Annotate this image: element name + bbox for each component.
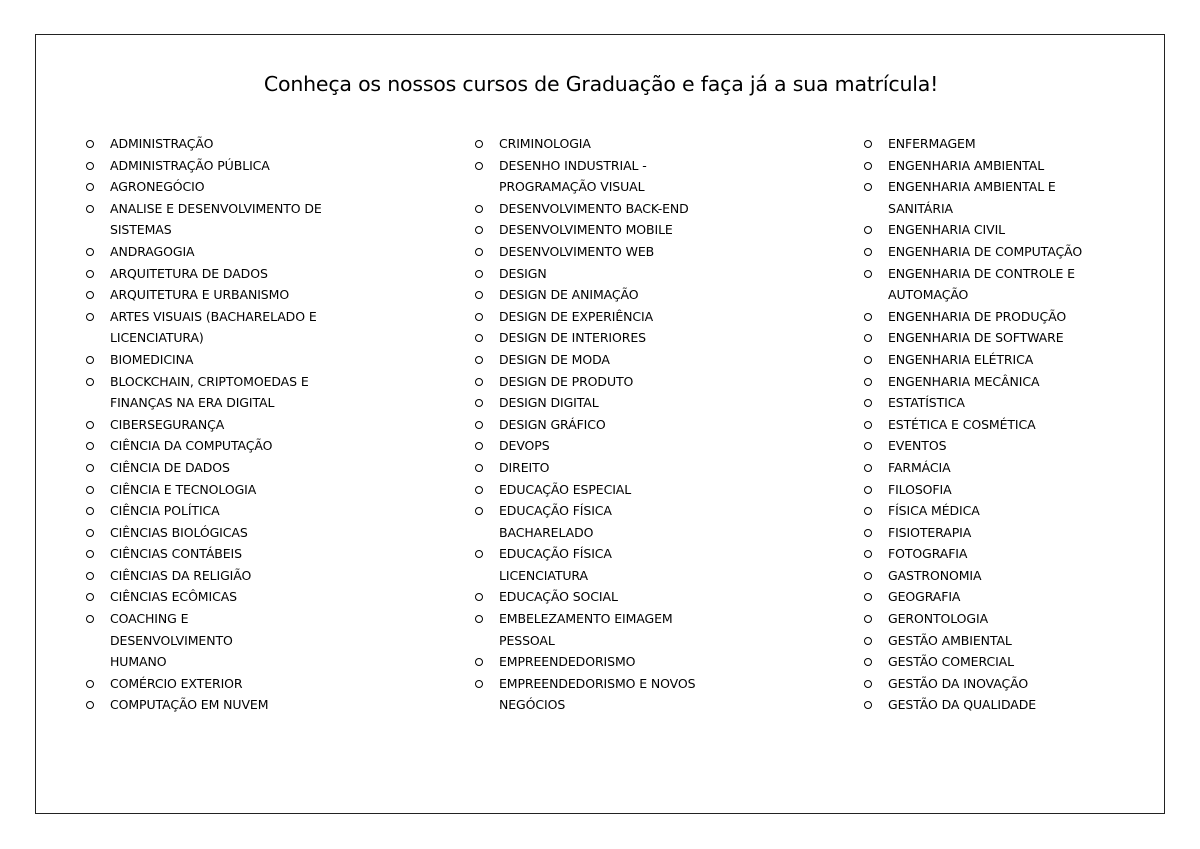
course-list-item <box>86 586 426 608</box>
hollow-circle-bullet-icon <box>475 658 483 666</box>
course-name: ESTATÍSTICA <box>888 395 965 411</box>
course-list-item <box>86 155 426 177</box>
hollow-circle-bullet-icon <box>86 313 94 321</box>
course-list-item <box>86 263 426 285</box>
course-list-item <box>475 284 805 306</box>
course-name: CIÊNCIAS ECÔMICAS <box>110 589 237 605</box>
course-name: COMPUTAÇÃO EM NUVEM <box>110 697 269 713</box>
course-name: BLOCKCHAIN, CRIPTOMOEDAS E FINANÇAS NA ERA DIGITAL <box>110 373 309 411</box>
course-list-item <box>864 457 1164 479</box>
hollow-circle-bullet-icon <box>864 507 872 515</box>
course-list-item <box>475 651 805 673</box>
page-title: Conheça os nossos cursos de Graduação e faça já a sua matrícula! <box>263 72 939 96</box>
hollow-circle-bullet-icon <box>86 464 94 472</box>
course-list-item <box>475 155 805 198</box>
course-name: EDUCAÇÃO FÍSICA BACHARELADO <box>499 503 612 540</box>
course-list-item <box>475 392 805 414</box>
course-list-item <box>864 327 1164 349</box>
course-name: GESTÃO COMERCIAL <box>888 654 1014 670</box>
hollow-circle-bullet-icon <box>475 162 483 170</box>
hollow-circle-bullet-icon <box>86 593 94 601</box>
course-name: DESIGN DE INTERIORES <box>499 330 646 346</box>
hollow-circle-bullet-icon <box>864 529 872 537</box>
hollow-circle-bullet-icon <box>86 486 94 494</box>
hollow-circle-bullet-icon <box>475 378 483 386</box>
course-name: ENGENHARIA MECÂNICA <box>888 373 1040 389</box>
course-list-item <box>86 414 426 436</box>
course-list-item <box>864 306 1164 328</box>
course-name: COMÉRCIO EXTERIOR <box>110 675 243 691</box>
hollow-circle-bullet-icon <box>475 399 483 407</box>
course-name: ARTES VISUAIS (BACHARELADO E LICENCIATURA) <box>110 308 317 346</box>
course-list-column-3 <box>864 133 1164 716</box>
hollow-circle-bullet-icon <box>475 356 483 364</box>
course-name: GESTÃO DA QUALIDADE <box>888 697 1037 713</box>
hollow-circle-bullet-icon <box>864 486 872 494</box>
course-list-item <box>475 414 805 436</box>
hollow-circle-bullet-icon <box>86 442 94 450</box>
course-name: ENFERMAGEM <box>888 136 976 151</box>
course-name: CIÊNCIA DA COMPUTAÇÃO <box>110 438 273 454</box>
course-list-item <box>864 414 1164 436</box>
course-list-column-2 <box>475 133 805 716</box>
course-name: CIÊNCIA DE DADOS <box>110 459 230 475</box>
course-name: FARMÁCIA <box>888 459 951 475</box>
course-name: EDUCAÇÃO ESPECIAL <box>499 481 632 497</box>
course-name: BIOMEDICINA <box>110 351 194 367</box>
course-name: DIREITO <box>499 459 550 475</box>
course-list-item <box>86 694 426 716</box>
course-name: DESENVOLVIMENTO MOBILE <box>499 222 673 238</box>
course-name: FISIOTERAPIA <box>888 524 972 540</box>
hollow-circle-bullet-icon <box>475 140 483 148</box>
course-list-item <box>86 435 426 457</box>
course-name: ADMINISTRAÇÃO PÚBLICA <box>110 157 270 173</box>
course-name: CIÊNCIAS CONTÁBEIS <box>110 546 242 562</box>
course-list-item <box>475 306 805 328</box>
course-list-item <box>864 586 1164 608</box>
hollow-circle-bullet-icon <box>864 615 872 623</box>
hollow-circle-bullet-icon <box>864 442 872 450</box>
hollow-circle-bullet-icon <box>86 378 94 386</box>
course-list-item <box>86 198 426 241</box>
course-name: ARQUITETURA E URBANISMO <box>110 287 290 303</box>
course-list-item <box>86 176 426 198</box>
hollow-circle-bullet-icon <box>86 291 94 299</box>
course-list-item <box>86 284 426 306</box>
hollow-circle-bullet-icon <box>86 270 94 278</box>
course-name: ENGENHARIA DE PRODUÇÃO <box>888 308 1067 324</box>
hollow-circle-bullet-icon <box>475 291 483 299</box>
course-list-item <box>475 241 805 263</box>
hollow-circle-bullet-icon <box>475 270 483 278</box>
course-list-item <box>86 479 426 501</box>
course-name: CRIMINOLOGIA <box>499 136 591 151</box>
course-list-column-1 <box>86 133 426 716</box>
course-name: GASTRONOMIA <box>888 567 982 583</box>
hollow-circle-bullet-icon <box>864 399 872 407</box>
hollow-circle-bullet-icon <box>475 550 483 558</box>
course-list-item <box>864 435 1164 457</box>
hollow-circle-bullet-icon <box>86 507 94 515</box>
course-list-item <box>864 500 1164 522</box>
course-name: DESIGN DE EXPERIÊNCIA <box>499 308 654 324</box>
course-name: DESIGN DE MODA <box>499 351 610 367</box>
hollow-circle-bullet-icon <box>86 140 94 148</box>
hollow-circle-bullet-icon <box>86 550 94 558</box>
course-list-item <box>475 608 805 651</box>
course-name: DESENVOLVIMENTO BACK-END <box>499 200 689 216</box>
hollow-circle-bullet-icon <box>864 378 872 386</box>
course-name: ENGENHARIA DE COMPUTAÇÃO <box>888 243 1083 259</box>
course-list-item <box>864 241 1164 263</box>
course-list-item <box>475 543 805 586</box>
course-name: DESIGN DIGITAL <box>499 395 599 411</box>
hollow-circle-bullet-icon <box>864 701 872 709</box>
course-name: AGRONEGÓCIO <box>110 179 205 195</box>
hollow-circle-bullet-icon <box>864 421 872 429</box>
course-list-item <box>864 608 1164 630</box>
hollow-circle-bullet-icon <box>86 680 94 688</box>
course-list-item <box>864 630 1164 652</box>
course-name: DESIGN <box>499 265 547 281</box>
course-name: ENGENHARIA AMBIENTAL E SANITÁRIA <box>888 179 1056 216</box>
course-list-item <box>475 349 805 371</box>
course-name: DESIGN DE ANIMAÇÃO <box>499 287 639 303</box>
course-list-item <box>475 586 805 608</box>
course-name: CIÊNCIAS DA RELIGIÃO <box>110 567 252 583</box>
course-list-item <box>864 176 1164 219</box>
hollow-circle-bullet-icon <box>864 183 872 191</box>
hollow-circle-bullet-icon <box>86 183 94 191</box>
course-list-item <box>475 457 805 479</box>
hollow-circle-bullet-icon <box>864 356 872 364</box>
course-name: ENGENHARIA AMBIENTAL <box>888 157 1045 173</box>
course-name: EDUCAÇÃO SOCIAL <box>499 589 618 605</box>
hollow-circle-bullet-icon <box>864 248 872 256</box>
course-name: GERONTOLOGIA <box>888 611 989 627</box>
course-list-item <box>86 241 426 263</box>
hollow-circle-bullet-icon <box>86 421 94 429</box>
course-list-item <box>864 392 1164 414</box>
course-list-item <box>475 327 805 349</box>
course-list-item <box>864 522 1164 544</box>
hollow-circle-bullet-icon <box>475 615 483 623</box>
hollow-circle-bullet-icon <box>864 464 872 472</box>
course-name: CIÊNCIAS BIOLÓGICAS <box>110 524 248 540</box>
course-name: ADMINISTRAÇÃO <box>110 136 214 151</box>
course-list-item <box>86 565 426 587</box>
hollow-circle-bullet-icon <box>86 248 94 256</box>
course-name: ANALISE E DESENVOLVIMENTO DE SISTEMAS <box>110 200 322 238</box>
course-name: EMPREENDEDORISMO E NOVOS NEGÓCIOS <box>499 675 696 713</box>
course-list-item <box>475 500 805 543</box>
course-list-item <box>475 435 805 457</box>
hollow-circle-bullet-icon <box>864 140 872 148</box>
course-name: GESTÃO AMBIENTAL <box>888 632 1012 648</box>
hollow-circle-bullet-icon <box>475 680 483 688</box>
course-list-item <box>864 219 1164 241</box>
hollow-circle-bullet-icon <box>475 248 483 256</box>
course-name: DESIGN DE PRODUTO <box>499 373 634 389</box>
hollow-circle-bullet-icon <box>86 701 94 709</box>
course-list-item <box>86 133 426 155</box>
course-list-item <box>864 651 1164 673</box>
hollow-circle-bullet-icon <box>475 486 483 494</box>
hollow-circle-bullet-icon <box>475 205 483 213</box>
hollow-circle-bullet-icon <box>864 162 872 170</box>
hollow-circle-bullet-icon <box>86 615 94 623</box>
course-list-item <box>864 371 1164 393</box>
course-list-item <box>864 349 1164 371</box>
hollow-circle-bullet-icon <box>86 529 94 537</box>
course-name: FÍSICA MÉDICA <box>888 503 980 519</box>
course-name: CIBERSEGURANÇA <box>110 416 225 432</box>
course-name: EDUCAÇÃO FÍSICA LICENCIATURA <box>499 546 612 583</box>
course-name: EMBELEZAMENTO EIMAGEM PESSOAL <box>499 611 673 648</box>
course-list-item <box>86 457 426 479</box>
course-name: EMPREENDEDORISMO <box>499 654 636 670</box>
course-name: DESENHO INDUSTRIAL - PROGRAMAÇÃO VISUAL <box>499 157 647 195</box>
course-name: FOTOGRAFIA <box>888 546 968 562</box>
course-list-item <box>864 673 1164 695</box>
course-name: ENGENHARIA CIVIL <box>888 222 1006 238</box>
course-name: ARQUITETURA DE DADOS <box>110 265 268 281</box>
course-name: ENGENHARIA DE SOFTWARE <box>888 330 1064 346</box>
hollow-circle-bullet-icon <box>475 442 483 450</box>
course-list-item <box>864 263 1164 306</box>
course-list-item <box>864 155 1164 177</box>
hollow-circle-bullet-icon <box>475 334 483 342</box>
hollow-circle-bullet-icon <box>864 572 872 580</box>
hollow-circle-bullet-icon <box>864 313 872 321</box>
hollow-circle-bullet-icon <box>864 226 872 234</box>
course-list-item <box>86 306 426 349</box>
course-list-item <box>864 694 1164 716</box>
course-list-item <box>86 371 426 414</box>
hollow-circle-bullet-icon <box>475 226 483 234</box>
course-list-item <box>86 522 426 544</box>
hollow-circle-bullet-icon <box>475 464 483 472</box>
hollow-circle-bullet-icon <box>864 334 872 342</box>
hollow-circle-bullet-icon <box>864 680 872 688</box>
course-list-item <box>86 543 426 565</box>
course-name: EVENTOS <box>888 438 947 454</box>
course-list-item <box>86 673 426 695</box>
course-list-item <box>86 349 426 371</box>
course-list-item <box>864 479 1164 501</box>
course-list-item <box>475 219 805 241</box>
course-name: CIÊNCIA POLÍTICA <box>110 503 220 519</box>
course-list-item <box>475 263 805 285</box>
course-list-item <box>864 543 1164 565</box>
course-list-item <box>475 479 805 501</box>
hollow-circle-bullet-icon <box>864 637 872 645</box>
course-name: ESTÉTICA E COSMÉTICA <box>888 416 1036 432</box>
course-list-item <box>864 565 1164 587</box>
course-name: GEOGRAFIA <box>888 589 961 605</box>
hollow-circle-bullet-icon <box>86 356 94 364</box>
hollow-circle-bullet-icon <box>475 593 483 601</box>
course-list-item <box>864 133 1164 155</box>
document-frame <box>35 34 1165 814</box>
course-name: ANDRAGOGIA <box>110 243 195 259</box>
course-list-item <box>86 608 426 673</box>
course-name: FILOSOFIA <box>888 481 952 497</box>
hollow-circle-bullet-icon <box>475 507 483 515</box>
course-list-item <box>475 673 805 716</box>
hollow-circle-bullet-icon <box>475 421 483 429</box>
course-list-item <box>86 500 426 522</box>
hollow-circle-bullet-icon <box>86 162 94 170</box>
course-name: ENGENHARIA DE CONTROLE E AUTOMAÇÃO <box>888 265 1075 303</box>
course-list-item <box>475 371 805 393</box>
course-name: GESTÃO DA INOVAÇÃO <box>888 675 1029 691</box>
course-name: ENGENHARIA ELÉTRICA <box>888 351 1034 367</box>
course-list-item <box>475 133 805 155</box>
hollow-circle-bullet-icon <box>864 270 872 278</box>
course-name: COACHING E DESENVOLVIMENTO HUMANO <box>110 611 233 670</box>
hollow-circle-bullet-icon <box>86 205 94 213</box>
course-name: DEVOPS <box>499 438 550 454</box>
course-name: CIÊNCIA E TECNOLOGIA <box>110 481 257 497</box>
hollow-circle-bullet-icon <box>864 593 872 601</box>
hollow-circle-bullet-icon <box>864 550 872 558</box>
hollow-circle-bullet-icon <box>86 572 94 580</box>
course-name: DESIGN GRÁFICO <box>499 416 606 432</box>
course-list-item <box>475 198 805 220</box>
hollow-circle-bullet-icon <box>475 313 483 321</box>
course-name: DESENVOLVIMENTO WEB <box>499 243 655 259</box>
hollow-circle-bullet-icon <box>864 658 872 666</box>
